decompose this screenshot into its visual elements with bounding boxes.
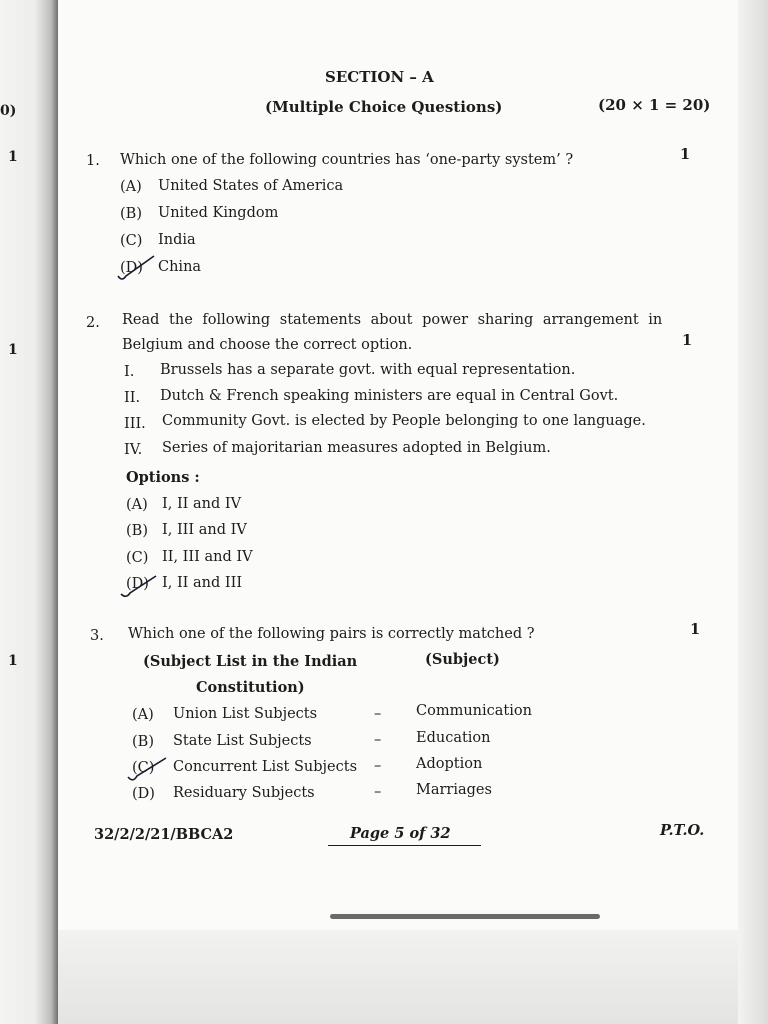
scan-smudge bbox=[330, 914, 600, 919]
page-number: Page 5 of 32 bbox=[328, 825, 481, 846]
option-text: China bbox=[158, 259, 202, 275]
pair-right: Education bbox=[416, 730, 491, 746]
statement-label: IV. bbox=[124, 442, 143, 458]
pair-left: Residuary Subjects bbox=[173, 785, 315, 801]
question-text: Which one of the following pairs is correctly matched ? bbox=[128, 626, 535, 642]
statement-label: III. bbox=[124, 416, 146, 432]
pair-label: (D) bbox=[132, 786, 155, 802]
option-label: (B) bbox=[126, 523, 148, 539]
margin-mark: 1 bbox=[8, 342, 18, 358]
pair-dash: – bbox=[374, 758, 382, 774]
section-subtitle: (Multiple Choice Questions) bbox=[265, 98, 503, 116]
option-text: II, III and IV bbox=[162, 549, 253, 565]
option-label: (D) bbox=[120, 260, 143, 276]
pair-right: Communication bbox=[416, 703, 532, 719]
question-text-line1: Read the following statements about power sharing arrangement in bbox=[122, 312, 663, 328]
option-label: (A) bbox=[126, 497, 148, 513]
statement-text: Brussels has a separate govt. with equal representation. bbox=[160, 362, 576, 378]
pair-right: Adoption bbox=[416, 756, 483, 772]
option-text: United Kingdom bbox=[158, 205, 279, 221]
answer-tick-icon bbox=[114, 250, 164, 284]
margin-fragment: 0) bbox=[0, 103, 17, 119]
statement-label: I. bbox=[124, 364, 135, 380]
option-text: I, III and IV bbox=[162, 522, 247, 538]
question-text: Which one of the following countries has ‘one-party system’ ? bbox=[120, 152, 574, 168]
question-marks: 1 bbox=[682, 332, 693, 349]
column-heading-subject: (Subject) bbox=[425, 651, 500, 668]
section-title: SECTION – A bbox=[325, 68, 434, 86]
option-label: (C) bbox=[126, 550, 149, 566]
question-paper-page bbox=[58, 0, 750, 930]
option-text: India bbox=[158, 232, 196, 248]
pair-label: (C) bbox=[132, 760, 155, 776]
question-marks: 1 bbox=[680, 146, 691, 163]
question-number: 3. bbox=[90, 628, 104, 644]
column-heading-subject-list: (Subject List in the Indian bbox=[143, 653, 358, 670]
pair-label: (B) bbox=[132, 734, 154, 750]
scan-right-shadow bbox=[738, 0, 768, 1024]
answer-tick-icon bbox=[118, 570, 164, 602]
pto-label: P.T.O. bbox=[660, 822, 705, 839]
page-number-wrapper bbox=[328, 825, 481, 843]
page-bottom-edge bbox=[58, 930, 750, 1024]
statement-label: II. bbox=[124, 390, 141, 406]
pair-left: Concurrent List Subjects bbox=[173, 759, 358, 775]
option-text: United States of America bbox=[158, 178, 344, 194]
pair-left: State List Subjects bbox=[173, 733, 312, 749]
question-marks: 1 bbox=[690, 621, 701, 638]
option-label: (A) bbox=[120, 179, 142, 195]
statement-text: Dutch & French speaking ministers are equal in Central Govt. bbox=[160, 388, 619, 404]
question-number: 2. bbox=[86, 315, 100, 331]
option-label: (C) bbox=[120, 233, 143, 249]
section-marks: (20 × 1 = 20) bbox=[598, 96, 711, 114]
pair-right: Marriages bbox=[416, 782, 492, 798]
pair-label: (A) bbox=[132, 707, 154, 723]
statement-text: Community Govt. is elected by People belonging to one language. bbox=[162, 413, 646, 429]
pair-dash: – bbox=[374, 706, 382, 722]
column-heading-subject-list: Constitution) bbox=[196, 679, 305, 696]
paper-code: 32/2/2/21/BBCA2 bbox=[94, 826, 234, 843]
margin-mark: 1 bbox=[8, 149, 18, 165]
answer-tick-icon bbox=[124, 754, 172, 786]
option-text: I, II and III bbox=[162, 575, 243, 591]
options-heading: Options : bbox=[126, 469, 200, 486]
pair-left: Union List Subjects bbox=[173, 706, 318, 722]
pair-dash: – bbox=[374, 784, 382, 800]
pair-dash: – bbox=[374, 732, 382, 748]
option-label: (B) bbox=[120, 206, 142, 222]
statement-text: Series of majoritarian measures adopted in Belgium. bbox=[162, 440, 551, 456]
question-text-line2: Belgium and choose the correct option. bbox=[122, 337, 413, 353]
option-label: (D) bbox=[126, 576, 149, 592]
option-text: I, II and IV bbox=[162, 496, 242, 512]
margin-mark: 1 bbox=[8, 653, 18, 669]
question-number: 1. bbox=[86, 153, 100, 169]
